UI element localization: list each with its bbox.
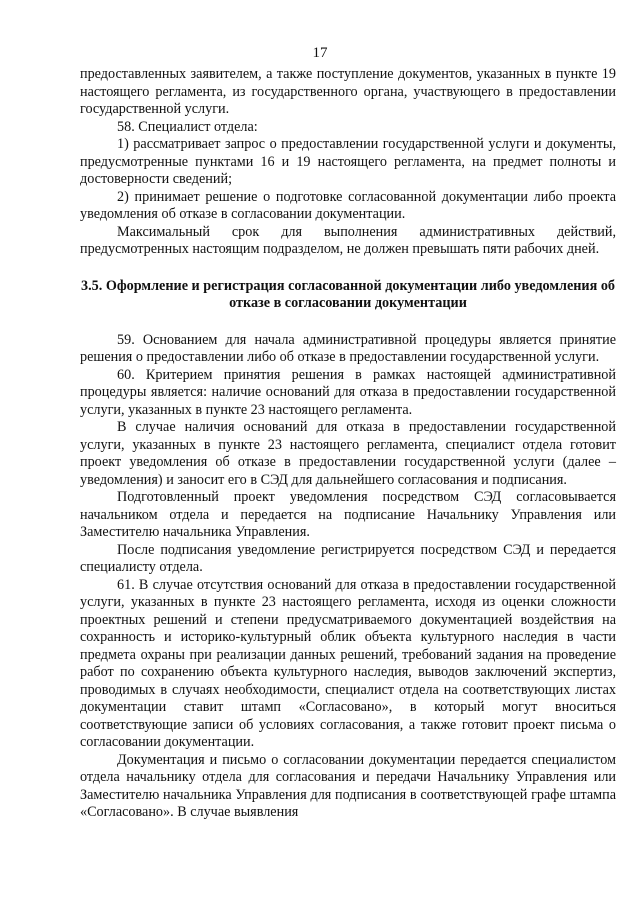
document-body — [80, 66, 616, 822]
paragraph-approval-sed: Подготовленный проект уведомления посредством СЭД согласовывается начальником отдела и передается на подписание Начальнику Управления или Заместителю начальника Управления. — [80, 489, 616, 540]
paragraph-61: 61. В случае отсутствия оснований для отказа в предоставлении государственной услуги, указанных в пункте 23 настоящего регламента, исходя из оценки сложности проектных решений и степени предусматриваемого документацией воздействия на сохранность и историко-культурный облик объекта культурного наследия в части предмета охраны при реализации данных решений, требований задания на проведение работ по сохранению объекта культурного наследия, выводов заключений экспертиз, проводимых в случаях необходимости, специалист отдела на соответствующих листах документации ставит штамп «Согласовано», в который могут вноситься соответствующие записи об условиях согласования, а также готовит проект письма о согласовании документации. — [80, 576, 616, 750]
section-heading: 3.5. Оформление и регистрация согласованной документации либо уведомления об отказе в согласовании документации — [80, 277, 616, 311]
paragraph-documentation-transfer: Документация и письмо о согласовании документации передается специалистом отдела начальнику отдела для согласования и передачи Начальнику Управления или Заместителю начальника Управления для подписания в соответствующей графе штампа «Согласовано». В случае выявления — [80, 751, 616, 820]
paragraph-60: 60. Критерием принятия решения в рамках настоящей административной процедуры является: наличие оснований для отказа в предоставлении государственной услуги, указанных в пункте 23 настоящего регламента. — [80, 366, 616, 418]
paragraph-registration: После подписания уведомление регистрируется посредством СЭД и передается специалисту отдела. — [80, 541, 616, 575]
paragraph-58: 58. Специалист отдела: — [117, 118, 258, 135]
paragraph-59: 59. Основанием для начала административной процедуры является принятие решения о предоставлении либо об отказе в предоставлении государственной услуги. — [80, 331, 616, 365]
page-number: 17 — [312, 45, 328, 61]
paragraph-58-item-2: 2) принимает решение о подготовке согласованной документации либо проекта уведомления об отказе в согласовании документации. — [80, 188, 616, 222]
paragraph-58-item-1: 1) рассматривает запрос о предоставлении государственной услуги и документы, предусмотренные пунктами 16 и 19 настоящего регламента, на предмет полноты и достоверности сведений; — [80, 136, 616, 187]
paragraph-max-term: Максимальный срок для выполнения административных действий, предусмотренных настоящим подразделом, не должен превышать пяти рабочих дней. — [80, 223, 616, 257]
paragraph-continuation: предоставленных заявителем, а также поступление документов, указанных в пункте 19 настоящего регламента, из государственного органа, участвующего в предоставлении государственной услуги. — [80, 66, 616, 117]
paragraph-refusal-grounds: В случае наличия оснований для отказа в предоставлении государственной услуги, указанных в пункте 23 настоящего регламента, специалист отдела готовит проект уведомления об отказе в предоставлении государственной услуги (далее – уведомления) и заносит его в СЭД для дальнейшего согласования и подписания. — [80, 419, 616, 488]
